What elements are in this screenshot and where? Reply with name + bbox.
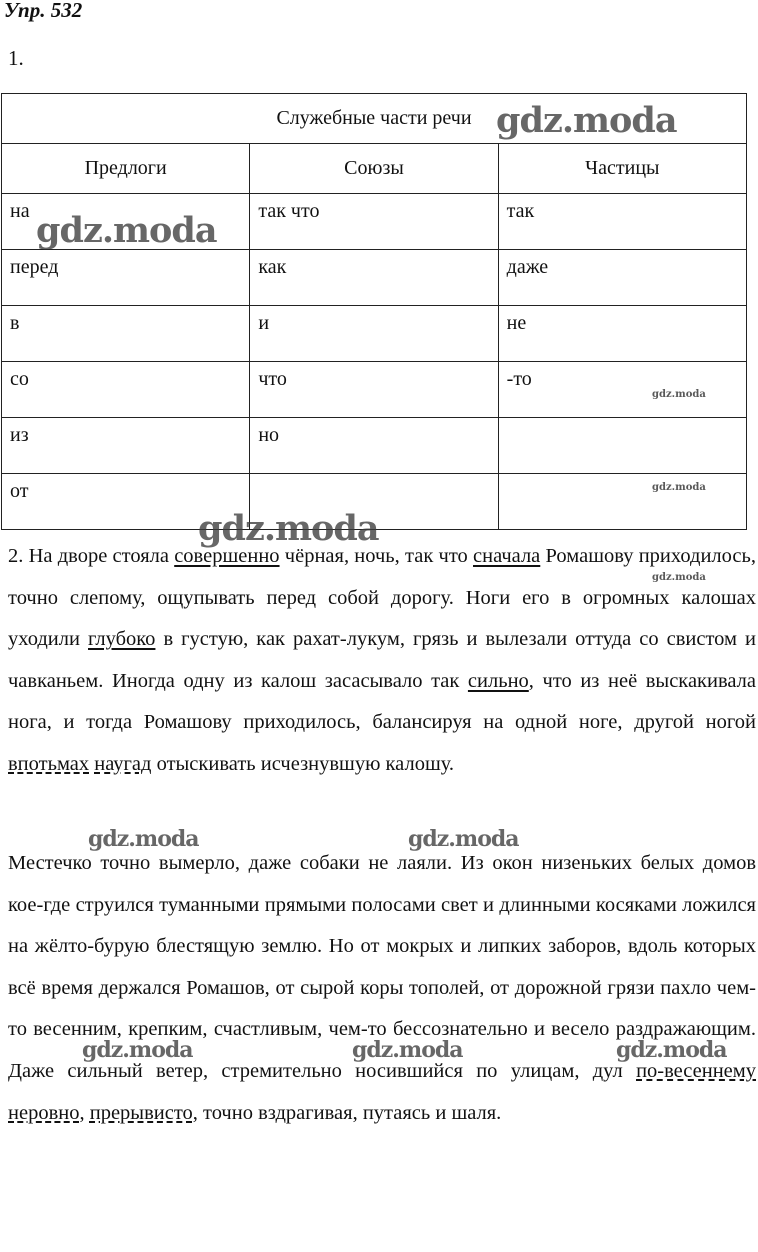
table-cell xyxy=(498,474,746,530)
table-row xyxy=(2,194,747,250)
table-cell: и xyxy=(250,306,498,362)
underlined-word: прерывисто xyxy=(89,1101,193,1124)
table-cell: перед xyxy=(2,250,250,306)
text-run: чёрная, ночь, так что xyxy=(279,545,474,567)
table-header-row xyxy=(2,144,747,194)
table-cell: так xyxy=(498,194,746,250)
part-1-label: 1. xyxy=(8,46,24,70)
table-title-row xyxy=(2,94,747,144)
table-cell: не xyxy=(498,306,746,362)
watermark: gdz.moda xyxy=(198,508,379,549)
exercise-heading: Упр. 532 xyxy=(4,0,83,22)
paragraph-2 xyxy=(8,843,756,1134)
table-cell: со xyxy=(2,362,250,418)
column-header-particles: Частицы xyxy=(498,144,746,194)
table-cell: на xyxy=(2,194,250,250)
table-cell xyxy=(498,418,746,474)
underlined-word: неровно xyxy=(8,1101,80,1124)
text-run: Ромашову приходилось, точно слепому, ощупывать перед собой дорогу. Ноги его в огромных калошах уходили xyxy=(8,545,756,651)
underlined-word: наугад xyxy=(94,752,152,775)
watermark: gdz.moda xyxy=(408,826,519,852)
watermark: gdz.moda xyxy=(652,482,706,493)
watermark: gdz.moda xyxy=(88,826,199,852)
text-run: 2. На дворе стояла xyxy=(8,545,175,567)
column-header-prepositions: Предлоги xyxy=(2,144,250,194)
column-header-conjunctions: Союзы xyxy=(250,144,498,194)
watermark: gdz.moda xyxy=(652,572,706,583)
watermark: gdz.moda xyxy=(352,1037,463,1063)
text-run: , что из неё выскакивала нога, и тогда Ромашову приходилось, балансируя на одной ноге, другой ногой xyxy=(8,669,756,734)
table-cell: в xyxy=(2,306,250,362)
table-cell: как xyxy=(250,250,498,306)
parts-of-speech-table xyxy=(1,93,747,530)
table-cell: даже xyxy=(498,250,746,306)
table-cell: что xyxy=(250,362,498,418)
underlined-word: сильно xyxy=(467,669,529,692)
text-run: отыскивать исчезнувшую калошу. xyxy=(151,752,455,775)
table-row xyxy=(2,418,747,474)
underlined-word: сначала xyxy=(473,545,541,567)
table-cell: но xyxy=(250,418,498,474)
text-run: в густую, как рахат-лукум, грязь и вылезали оттуда со свистом и чавканьем. Иногда одну из калош засасывало так xyxy=(8,628,756,692)
watermark: gdz.moda xyxy=(652,389,706,400)
table-cell: -то xyxy=(498,362,746,418)
underlined-word: совершенно xyxy=(174,545,280,567)
table-cell: из xyxy=(2,418,250,474)
watermark: gdz.moda xyxy=(82,1037,193,1063)
text-run: , xyxy=(79,1101,90,1124)
underlined-word: глубоко xyxy=(88,628,156,651)
table-cell xyxy=(250,474,498,530)
text-run: , точно вздрагивая, путаясь и шаля. xyxy=(192,1101,502,1124)
table-cell: от xyxy=(2,474,250,530)
text-run: Местечко точно вымерло, даже собаки не лаяли. Из окон низеньких белых домов кое-где струился туманными прямыми полосами свет и длинными косяками ложился на жёлто-бурую блестящую землю. Но от мокрых и липких заборов, вдоль которых всё время держался Ромашов, от сырой коры тополей, от дорожной грязи пахло чем-то весенним, крепким, счастливым, чем-то бессознательно и весело раздражающим. Даже сильный ветер, стремительно носившийся по улицам, дул xyxy=(8,852,756,1082)
underlined-word: по-весеннему xyxy=(636,1059,756,1082)
table-cell: так что xyxy=(250,194,498,250)
watermark: gdz.moda xyxy=(36,210,217,251)
table-row xyxy=(2,362,747,418)
watermark: gdz.moda xyxy=(616,1037,727,1063)
table-row xyxy=(2,306,747,362)
watermark: gdz.moda xyxy=(496,100,677,141)
table-row xyxy=(2,474,747,530)
paragraph-1 xyxy=(8,536,756,786)
underlined-word: впотьмах xyxy=(8,752,90,775)
table-row xyxy=(2,250,747,306)
table-title: Служебные части речи xyxy=(2,94,747,144)
